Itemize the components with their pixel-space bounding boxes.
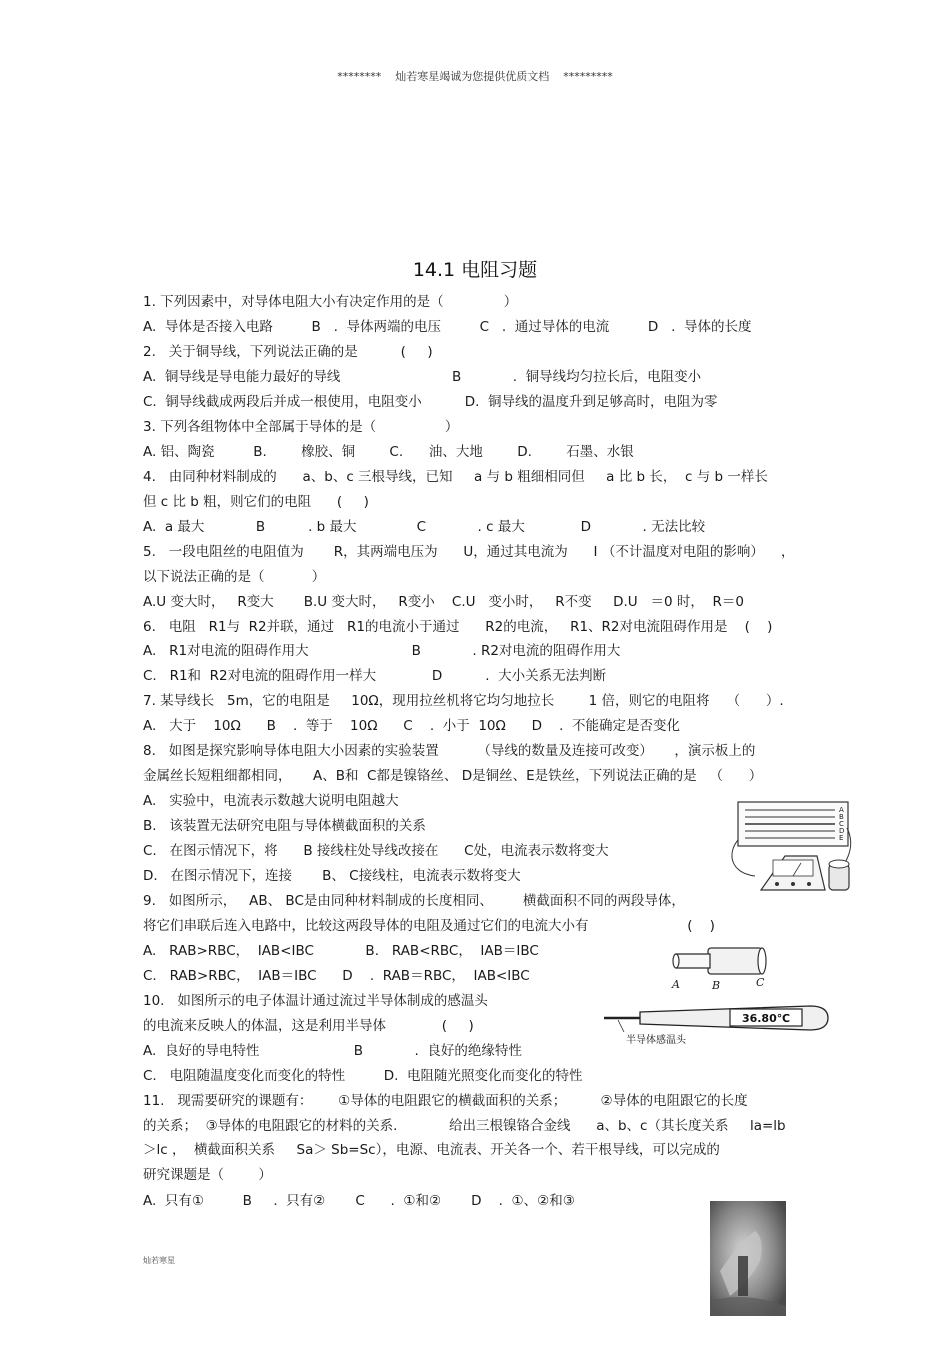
- q8-apparatus-figure: [725, 798, 860, 900]
- label-d: D: [839, 827, 845, 835]
- q2-stem: 2. 关于铜导线，下列说法正确的是 ( ): [143, 344, 433, 360]
- q10-stem-2: 的电流来反映人的体温，这是利用半导体 ( ): [143, 1018, 474, 1034]
- conductor-bc: [708, 948, 762, 974]
- photo-figure: [710, 1201, 786, 1316]
- photo-object: [738, 1256, 748, 1296]
- thermometer-caption: 半导体感温头: [626, 1035, 686, 1046]
- q3-stem: 3. 下列各组物体中全部属于导体的是（ ）: [143, 419, 459, 435]
- q9-stem-2: 将它们串联后连入电路中，比较这两段导体的电阻及通过它们的电流大小有 ( ): [143, 918, 715, 934]
- q8-stem-1: 8. 如图是探究影响导体电阻大小因素的实验装置 （导线的数量及连接可改变） ，演示板上的: [143, 743, 756, 759]
- q6-options-ab: A. R1对电流的阻碍作用大 B . R2对电流的阻碍作用大: [143, 643, 621, 659]
- q6-stem: 6. 电阻 R1与 R2并联，通过 R1的电流小于通过 R2的电流， R1、R2对电流阻碍作用是 ( ): [143, 619, 773, 635]
- terminal-1: [775, 882, 779, 886]
- terminal-2: [791, 882, 795, 886]
- label-a: A: [839, 806, 844, 814]
- q10-thermometer-figure: [600, 1000, 832, 1050]
- q11-options: A. 只有① B . 只有② C . ①和② D . ①、②和③: [143, 1193, 575, 1209]
- q6-options-cd: C. R1和 R2对电流的阻碍作用一样大 D . 大小关系无法判断: [143, 668, 607, 684]
- page-title: 14.1 电阻习题: [412, 259, 538, 281]
- label-c: C: [839, 820, 844, 828]
- q10-options-ab: A. 良好的导电特性 B . 良好的绝缘特性: [143, 1043, 522, 1059]
- q9-options-cd: C. RAB>RBC， IAB＝IBC D . RAB＝RBC， IAB<IBC: [143, 968, 530, 984]
- q8-option-b: B. 该装置无法研究电阻与导体横截面积的关系: [143, 818, 426, 834]
- page-header: ******** 灿若寒星竭诚为您提供优质文档 *********: [337, 70, 613, 83]
- q4-stem-2: 但 c 比 b 粗，则它们的电阻 ( ): [143, 494, 369, 510]
- q1-stem: 1. 下列因素中，对导体电阻大小有决定作用的是（ ）: [143, 294, 518, 310]
- q5-stem-2: 以下说法正确的是（ ）: [143, 569, 326, 585]
- q7-options: A. 大于 10Ω B . 等于 10Ω C . 小于 10Ω D . 不能确定是否变化: [143, 718, 681, 734]
- q4-stem-1: 4. 由同种材料制成的 a、b、c 三根导线，已知 a 与 b 粗细相同但 a 比 b 长， c 与 b 一样长: [143, 469, 768, 485]
- terminal-3: [807, 882, 811, 886]
- thermometer-reading: 36.80℃: [741, 1012, 791, 1025]
- page-footer: 灿若寒星: [143, 1256, 175, 1265]
- conductor-ab-end: [673, 954, 679, 968]
- q10-options-cd: C. 电阻随温度变化而变化的特性 D. 电阻随光照变化而变化的特性: [143, 1068, 583, 1084]
- q11-stem-3: ＞lc ， 横截面积关系 Sa＞ Sb=Sc），电源、电流表、开关各一个、若干根导线，可以完成的: [143, 1142, 720, 1158]
- q7-stem: 7. 某导线长 5m，它的电阻是 10Ω，现用拉丝机将它均匀地拉长 1 倍，则它的电阻将 （ ）.: [143, 693, 784, 709]
- q8-option-a: A. 实验中，电流表示数越大说明电阻越大: [143, 793, 399, 809]
- conductor-bc-end: [758, 948, 766, 974]
- q8-option-d: D. 在图示情况下，连接 B、 C接线柱，电流表示数将变大: [143, 868, 521, 884]
- label-c: C: [756, 976, 765, 989]
- q8-option-c: C. 在图示情况下，将 B 接线柱处导线改接在 C处，电流表示数将变大: [143, 843, 609, 859]
- q5-stem-1: 5. 一段电阻丝的电阻值为 R，其两端电压为 U，通过其电流为 I （不计温度对电阻的影响） ，: [143, 544, 795, 560]
- caption-leader: [618, 1020, 624, 1032]
- q3-options: A. 铝、陶瓷 B. 橡胶、铜 C. 油、大地 D. 石墨、水银: [143, 444, 634, 460]
- q11-stem-4: 研究课题是（ ）: [143, 1167, 272, 1183]
- ammeter-dial: [773, 860, 813, 876]
- label-b: B: [839, 813, 844, 821]
- q2-options-cd: C. 铜导线截成两段后并成一根使用，电阻变小 D. 铜导线的温度升到足够高时，电阻为零: [143, 394, 718, 410]
- q5-options: A.U 变大时， R变大 B.U 变大时， R变小 C.U 变小时， R不变 D.U ＝0 时， R＝0: [143, 594, 744, 610]
- q11-stem-2: 的关系； ③导体的电阻跟它的材料的关系. 给出三根镍铬合金线 a、b、c（其长度关系 la=lb: [143, 1118, 786, 1134]
- q9-options-ab: A. RAB>RBC， IAB<IBC B. RAB<RBC， IAB＝IBC: [143, 943, 539, 959]
- q4-options: A. a 最大 B . b 最大 C . c 最大 D . 无法比较: [143, 519, 706, 535]
- q2-options-ab: A. 铜导线是导电能力最好的导线 B . 铜导线均匀拉长后，电阻变小: [143, 369, 702, 385]
- q10-stem-1: 10. 如图所示的电子体温计通过流过半导体制成的感温头: [143, 993, 488, 1009]
- label-a: A: [672, 978, 680, 991]
- q9-stem-1: 9. 如图所示， AB、 BC是由同种材料制成的长度相同、 横截面积不同的两段导体，: [143, 893, 685, 909]
- coil-top: [829, 860, 849, 868]
- label-e: E: [839, 834, 844, 842]
- label-b: B: [712, 979, 721, 992]
- q1-options: A. 导体是否接入电路 B . 导体两端的电压 C . 通过导体的电流 D . 导体的长度: [143, 319, 752, 335]
- q8-stem-2: 金属丝长短粗细都相同， A、B和 C都是镍铬丝、 D是铜丝、E是铁丝，下列说法正确的是 （ ）: [143, 768, 763, 784]
- conductor-ab: [676, 954, 710, 968]
- q9-conductor-figure: [668, 938, 778, 996]
- q11-stem-1: 11. 现需要研究的课题有： ①导体的电阻跟它的横截面积的关系； ②导体的电阻跟它的长度: [143, 1093, 748, 1109]
